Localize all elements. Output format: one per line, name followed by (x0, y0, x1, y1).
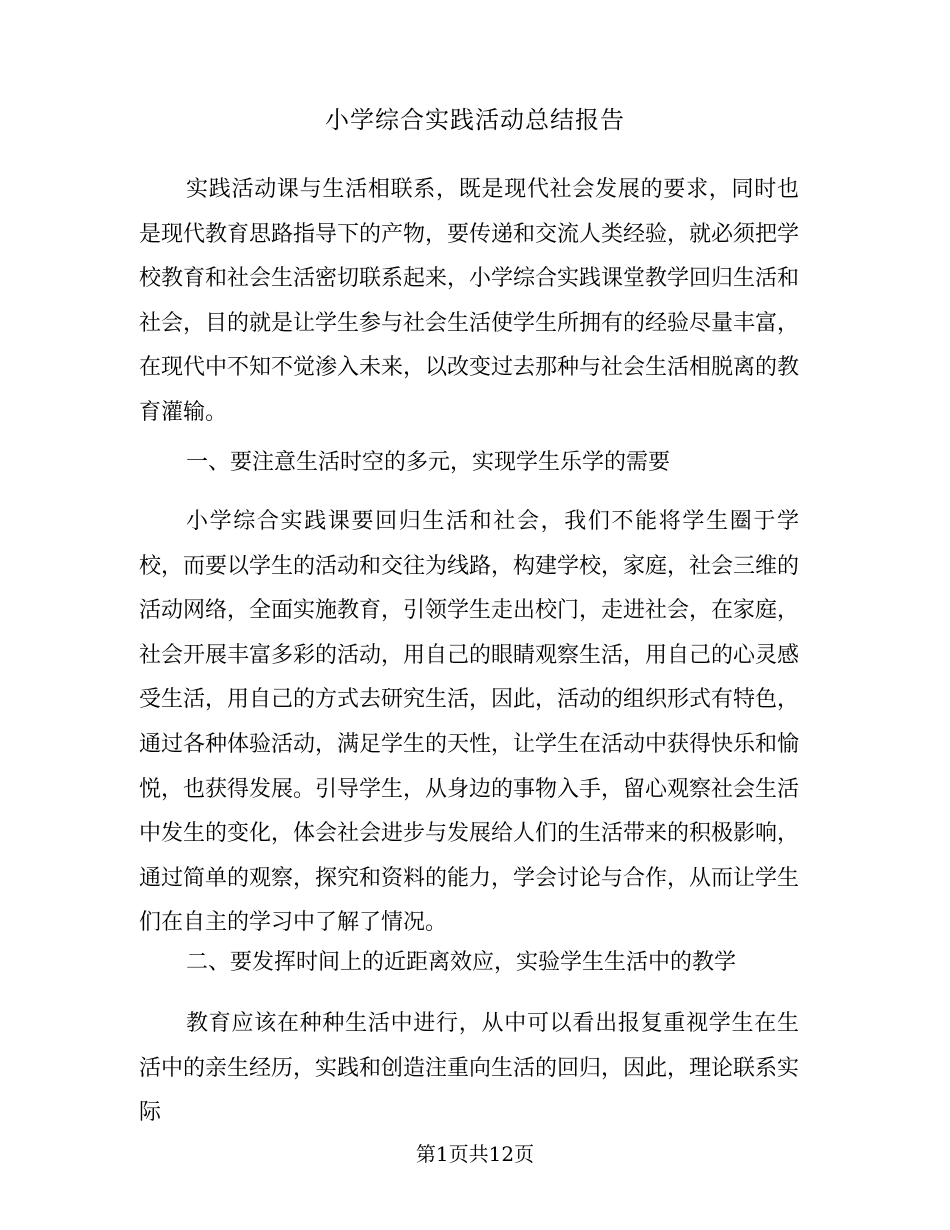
section-1-paragraph: 小学综合实践课要回归生活和社会，我们不能将学生圈于学校，而要以学生的活动和交往为线路，构建学校，家庭，社会三维的活动网络，全面实施教育，引领学生走出校门，走进社会，在家庭，社会开展丰富多彩的活动，用自己的眼睛观察生活，用自己的心灵感受生活，用自己的方式去研究生活，因此，活动的组织形式有特色，通过各种体验活动，满足学生的天性，让学生在活动中获得快乐和愉悦，也获得发展。引导学生，从身边的事物入手，留心观察社会生活中发生的变化，体会社会进步与发展给人们的生活带来的积极影响，通过简单的观察，探究和资料的能力，学会讨论与合作，从而让学生们在自主的学习中了解了情况。 (139, 509, 800, 936)
section-2-paragraph: 教育应该在种种生活中进行，从中可以看出报复重视学生在生活中的亲生经历，实践和创造注重向生活的回归，因此，理论联系实际 (139, 1011, 800, 1126)
section-1-heading: 一、要注意生活时空的多元，实现学生乐学的需要 (186, 450, 671, 475)
document-title: 小学综合实践活动总结报告 (325, 106, 625, 134)
section-2-heading: 二、要发挥时间上的近距离效应，实验学生生活中的教学 (186, 950, 737, 975)
page-indicator: 第1页共12页 (415, 1142, 535, 1166)
intro-paragraph: 实践活动课与生活相联系，既是现代社会发展的要求，同时也是现代教育思路指导下的产物，要传递和交流人类经验，就必须把学校教育和社会生活密切联系起来，小学综合实践课堂教学回归生活和社会，目的就是让学生参与社会生活使学生所拥有的经验尽量丰富，在现代中不知不觉渗入未来，以改变过去那种与社会生活相脱离的教育灌输。 (139, 177, 800, 425)
